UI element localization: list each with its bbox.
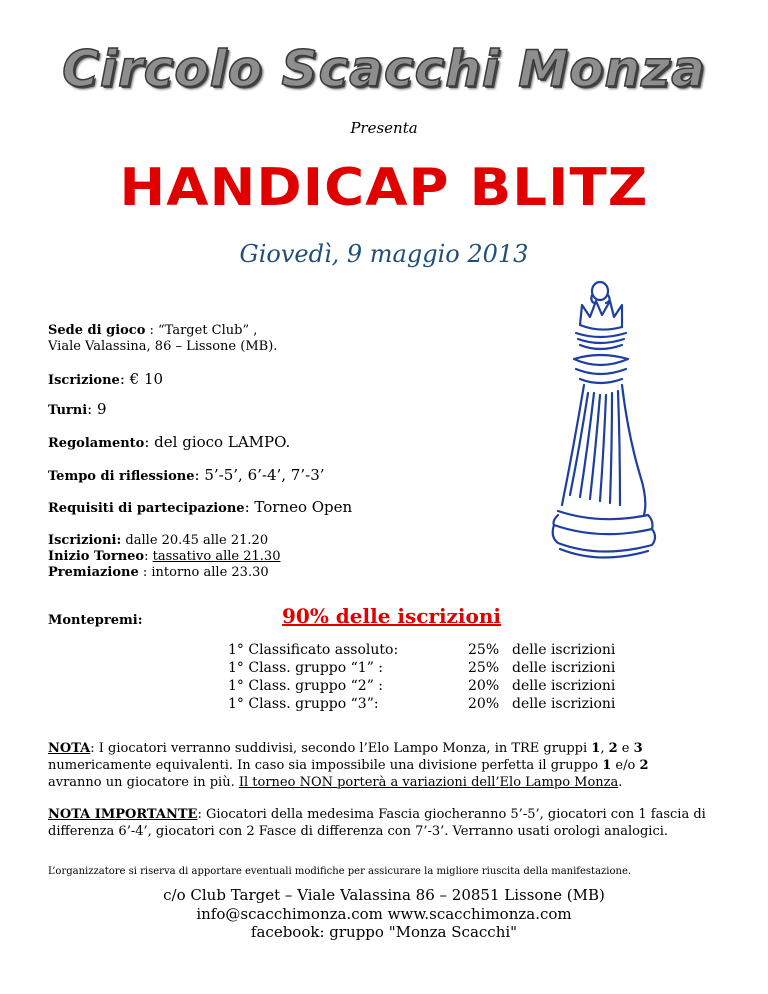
iscrizione-value: : € 10 — [119, 370, 164, 388]
turni-line — [48, 401, 107, 419]
footer-facebook: facebook: gruppo "Monza Scacchi" — [250, 923, 518, 941]
nota-label: NOTA — [48, 741, 91, 756]
nota-text-3: avranno un giocatore in più. — [48, 775, 239, 790]
prize-pct-3 — [468, 695, 499, 713]
prize-label: 1° Class. gruppo “1” : — [228, 660, 384, 676]
nota-underlined: Il torneo NON porterà a variazioni dell’Elo Lampo Monza — [238, 775, 619, 790]
prize-pct: 20% — [468, 678, 500, 694]
inizio-label: Inizio Torneo — [48, 549, 145, 564]
tempo-value: : 5’-5’, 6’-4’, 7’-3’ — [194, 466, 325, 484]
presenta-text: Presenta — [350, 119, 418, 137]
prize-desc-3 — [512, 695, 615, 713]
nota-important-label: NOTA IMPORTANTE — [48, 807, 198, 822]
inizio-colon: : — [144, 549, 153, 564]
prize-label: 1° Classificato assoluto: — [228, 642, 399, 658]
premiazione-label: Premiazione — [48, 565, 139, 580]
nota-importante-paragraph — [48, 806, 720, 840]
requisiti-value: : Torneo Open — [244, 498, 353, 516]
prize-row-2 — [228, 677, 383, 695]
nota-text-2: numericamente equivalenti. In caso sia impossibile una divisione perfetta il gruppo — [48, 758, 603, 773]
prize-pct-2 — [468, 677, 499, 695]
prize-pct-0 — [468, 641, 499, 659]
premiazione-value: : intorno alle 23.30 — [138, 565, 269, 580]
prize-desc: delle iscrizioni — [512, 642, 616, 658]
prize-desc-2 — [512, 677, 615, 695]
prize-pct: 20% — [468, 696, 500, 712]
iscrizioni-value: dalle 20.45 alle 21.20 — [121, 533, 269, 548]
prize-headline: 90% delle iscrizioni — [282, 604, 501, 628]
iscrizione-line — [48, 371, 163, 389]
prize-label: 1° Class. gruppo “2” : — [228, 678, 384, 694]
regolamento-value: : del gioco LAMPO. — [144, 433, 291, 451]
nota-paragraph: NOTA: I giocatori verranno suddivisi, secondo l’Elo Lampo Monza, in TRE gruppi 1, 2 e 3 numericamente equivalenti. In caso sia impossibile una divisione perfetta il gruppo 1 e/o 2 avranno un giocatore in più. Il torneo NON porterà a variazioni dell’Elo Lampo Monza. — [48, 741, 649, 790]
chess-king-icon — [540, 275, 670, 575]
prize-pct: 25% — [468, 642, 500, 658]
inizio-value: tassativo alle 21.30 — [152, 549, 281, 564]
event-date: Giovedì, 9 maggio 2013 — [239, 240, 529, 268]
tempo-line — [48, 467, 325, 485]
sede-value: : “Target Club” , — [145, 323, 258, 338]
event-title: HANDICAP BLITZ — [119, 158, 649, 218]
sede-label: Sede di gioco — [48, 323, 146, 338]
prize-row-1 — [228, 659, 383, 677]
requisiti-label: Requisiti di partecipazione — [48, 501, 245, 516]
iscrizioni-label: Iscrizioni: — [48, 533, 122, 548]
footer-contacts: info@scacchimonza.com www.scacchimonza.com — [196, 905, 572, 923]
prize-desc: delle iscrizioni — [512, 678, 616, 694]
prize-pct-1 — [468, 659, 499, 677]
prize-pct: 25% — [468, 660, 500, 676]
turni-label: Turni — [48, 403, 88, 418]
tempo-label: Tempo di riflessione — [48, 469, 195, 484]
organizer-disclaimer: L’organizzatore si riserva di apportare eventuali modifiche per assicurare la migliore riuscita della manifestazione. — [48, 866, 632, 877]
prize-desc-0 — [512, 641, 615, 659]
prize-desc-1 — [512, 659, 615, 677]
schedule-block — [48, 533, 280, 581]
prize-row-0 — [228, 641, 398, 659]
sede-address: Viale Valassina, 86 – Lissone (MB). — [48, 339, 278, 354]
turni-value: : 9 — [87, 400, 107, 418]
prize-desc: delle iscrizioni — [512, 696, 616, 712]
prize-label: 1° Class. gruppo “3”: — [228, 696, 379, 712]
montepremi-label: Montepremi: — [48, 613, 143, 628]
prize-row-3 — [228, 695, 379, 713]
regolamento-line — [48, 434, 290, 452]
prize-desc: delle iscrizioni — [512, 660, 616, 676]
venue-block — [48, 323, 277, 355]
club-logo: Circolo Scacchi Monza — [62, 40, 706, 98]
iscrizione-label: Iscrizione — [48, 373, 120, 388]
requisiti-line — [48, 499, 352, 517]
regolamento-label: Regolamento — [48, 436, 145, 451]
nota-important-text: : Giocatori della medesima Fascia giocheranno 5’-5’, giocatori con 1 fascia di differenza 6’-4’, giocatori con 2 Fasce di differenza con 7’-3’. Verranno usati orologi analogici. — [48, 807, 706, 839]
nota-text-1: : I giocatori verranno suddivisi, secondo l’Elo Lampo Monza, in TRE gruppi — [90, 741, 592, 756]
footer-address: c/o Club Target – Viale Valassina 86 – 20851 Lissone (MB) — [163, 886, 605, 904]
